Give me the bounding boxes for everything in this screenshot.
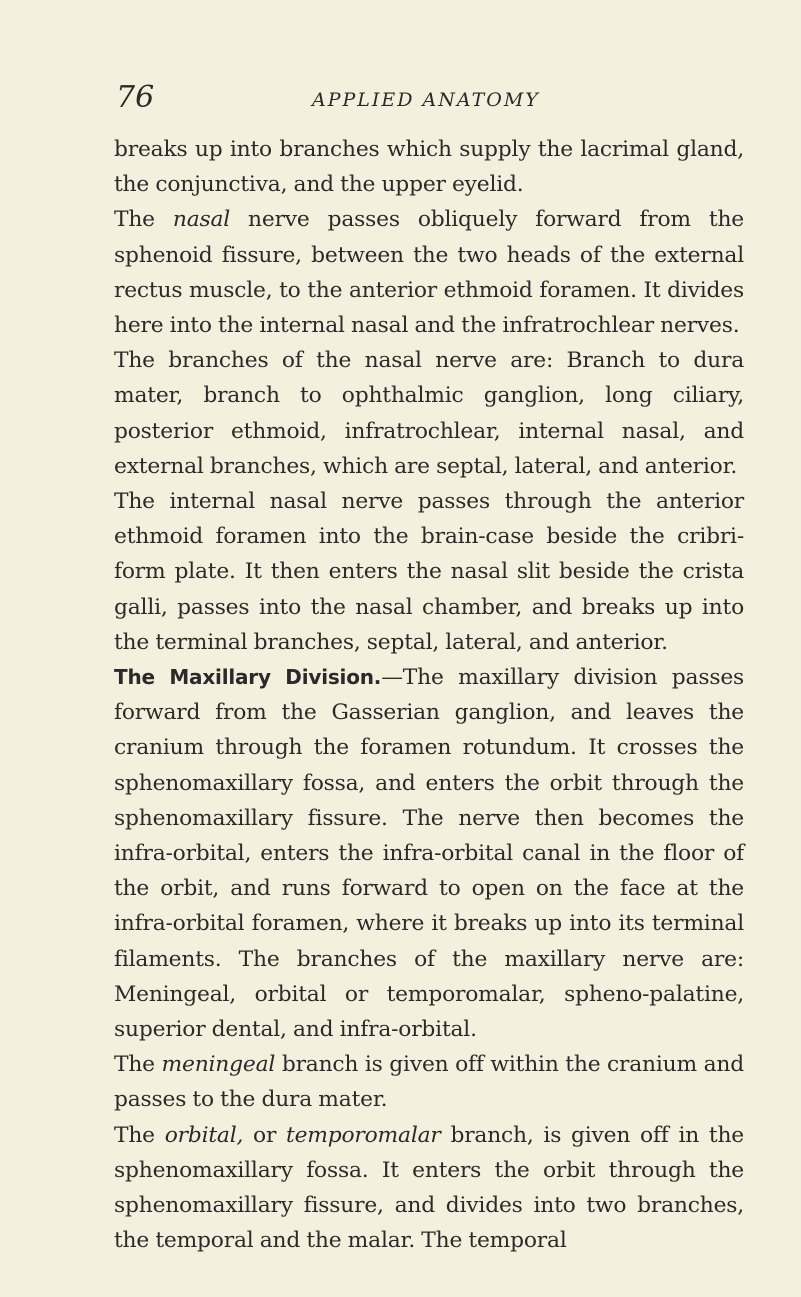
paragraph-text: branch is given off within the cranium and passes to the dura mater.: [114, 1052, 745, 1113]
page-number: 76: [116, 80, 155, 115]
paragraph-text: breaks up into branches which supply the lacrimal gland, the conjunctiva, and the upper eyelid.: [114, 137, 744, 198]
paragraph-text: —The maxillary division passes forward from the Gasserian ganglion, and leaves the cranium through the foramen rotundum. It crosses the sphenomaxillary fossa, and enters the orbit through the sphenomaxillary fissure. The nerve then becomes the infra-orbital, enters the infra-orbital canal in the floor of the orbit, and runs forward to open on the face at the infra-orbital foramen, where it breaks up into its terminal filaments. The branches of the maxillary nerve are: Meningeal, orbital or temporomalar, spheno-palatine, superior dental, and infra-orbital.: [114, 665, 745, 1043]
paragraph-text: The: [114, 1122, 165, 1148]
paragraph-text: The branches of the nasal nerve are: Branch to dura mater, branch to ophthalmic ganglion, long ciliary, posterior ethmoid, infratrochlear, internal nasal, and external branches, which are septal, lateral, and anterior.: [114, 348, 744, 479]
paragraph-text: The internal nasal nerve passes through the anterior ethmoid foramen into the brain-case beside the cribri-form plate. It then enters the nasal slit beside the crista galli, passes into the nasal chamber, and breaks up into the terminal branches, septal, lateral, and anterior.: [114, 489, 744, 655]
italic-term: orbital,: [164, 1122, 244, 1148]
running-head: APPLIED ANATOMY: [312, 89, 540, 111]
page-header: [114, 80, 744, 120]
paragraph-3: [114, 343, 744, 484]
paragraph-7: [114, 1118, 744, 1259]
paragraph-1: [114, 132, 744, 202]
paragraph-5: [114, 660, 744, 1047]
paragraph-text: nerve passes obliquely forward from the sphenoid fissure, between the two heads of the external rectus muscle, to the anterior ethmoid foramen. It divides here into the internal nasal and the infratrochlear nerves.: [114, 207, 744, 339]
paragraph-text: The: [114, 207, 173, 233]
paragraph-6: [114, 1047, 744, 1117]
section-lead: The Maxillary Division.: [114, 665, 382, 690]
paragraph-text: or: [243, 1122, 287, 1148]
paragraph-2: [114, 202, 744, 343]
paragraph-4: [114, 484, 744, 660]
book-page: [114, 80, 744, 1259]
paragraph-text: branch, is given off in the sphenomaxillary fossa. It enters the orbit through the sphenomaxillary fissure, and divides into two branches, the temporal and the malar. The temporal: [114, 1122, 744, 1254]
italic-term: meningeal: [161, 1052, 276, 1078]
paragraph-text: The: [114, 1052, 162, 1078]
italic-term: nasal: [172, 207, 231, 233]
italic-term: temporomalar: [286, 1122, 441, 1148]
